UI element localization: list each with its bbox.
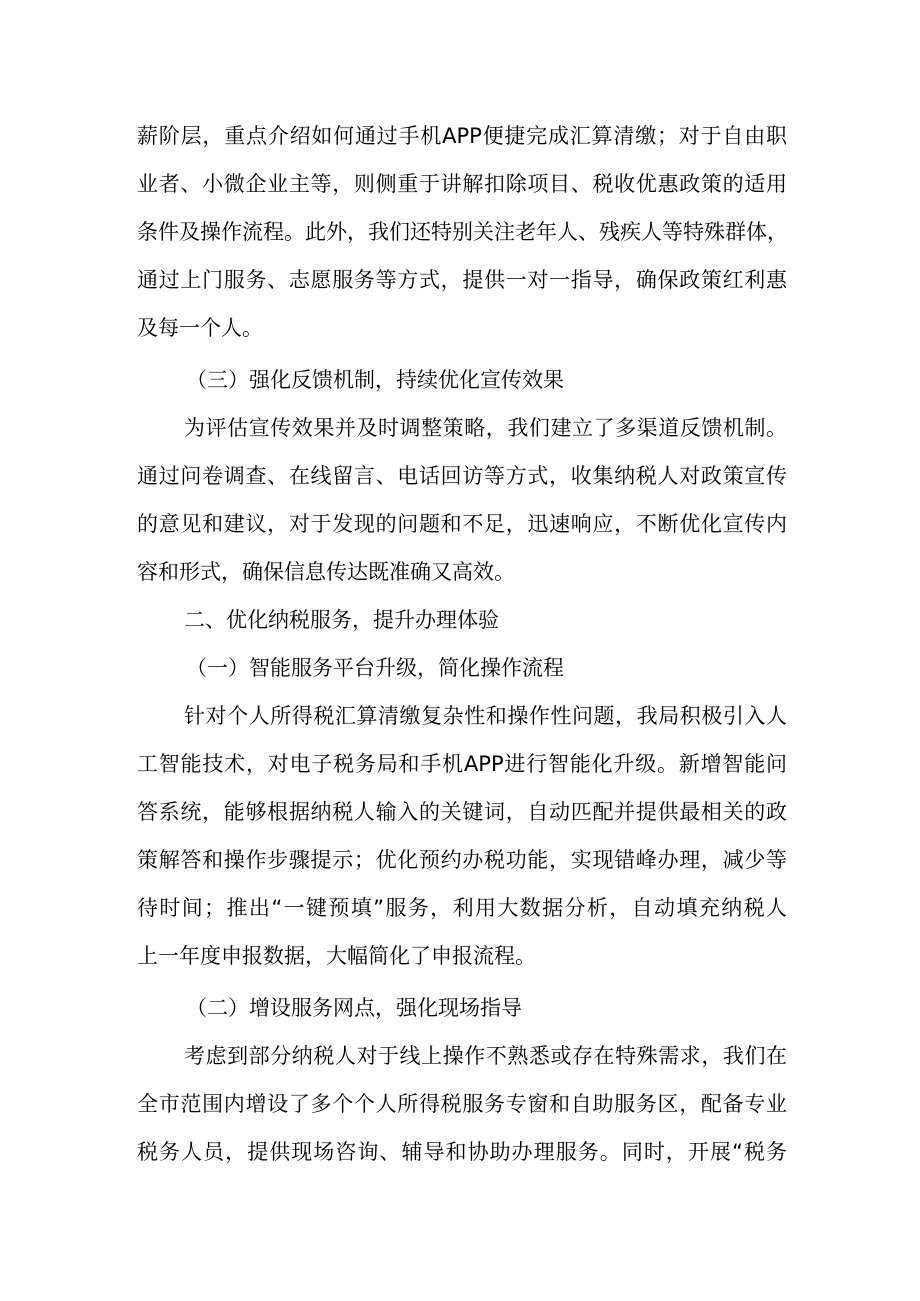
para1-line: 通过上门服务、志愿服务等方式，提供一对一指导，确保政策红利惠 xyxy=(137,268,787,292)
para1-line: 薪阶层，重点介绍如何通过手机APP便捷完成汇算清缴；对于自由职 xyxy=(137,124,787,148)
para3-line: 工智能技术，对电子税务局和手机APP进行智能化升级。新增智能问 xyxy=(137,752,787,776)
para3-line: 答系统，能够根据纳税人输入的关键词，自动匹配并提供最相关的政 xyxy=(137,800,787,824)
para1-line: 及每一个人。 xyxy=(137,316,263,340)
subheading-2-2: （二）增设服务网点，强化现场指导 xyxy=(186,996,522,1020)
para2-line: 容和形式，确保信息传达既准确又高效。 xyxy=(137,560,515,584)
para3-line: 上一年度申报数据，大幅简化了申报流程。 xyxy=(137,944,536,968)
section-heading-2: 二、优化纳税服务，提升办理体验 xyxy=(184,608,499,632)
subheading-3: （三）强化反馈机制，持续优化宣传效果 xyxy=(186,368,564,392)
para2-line: 的意见和建议，对于发现的问题和不足，迅速响应，不断优化宣传内 xyxy=(137,512,787,536)
para4-line: 考虑到部分纳税人对于线上操作不熟悉或存在特殊需求，我们在 xyxy=(184,1044,787,1068)
subheading-2-1: （一）智能服务平台升级，简化操作流程 xyxy=(186,656,564,680)
para4-line: 税务人员，提供现场咨询、辅导和协助办理服务。同时，开展“税务 xyxy=(137,1140,787,1164)
para2-line: 为评估宣传效果并及时调整策略，我们建立了多渠道反馈机制。 xyxy=(184,416,787,440)
para4-line: 全市范围内增设了多个个人所得税服务专窗和自助服务区，配备专业 xyxy=(137,1092,787,1116)
para3-line: 针对个人所得税汇算清缴复杂性和操作性问题，我局积极引入人 xyxy=(184,704,787,728)
para3-line: 策解答和操作步骤提示；优化预约办税功能，实现错峰办理，减少等 xyxy=(137,848,787,872)
para1-line: 条件及操作流程。此外，我们还特别关注老年人、残疾人等特殊群体， xyxy=(137,220,788,244)
para2-line: 通过问卷调查、在线留言、电话回访等方式，收集纳税人对政策宣传 xyxy=(137,464,787,488)
para1-line: 业者、小微企业主等，则侧重于讲解扣除项目、税收优惠政策的适用 xyxy=(137,172,787,196)
para3-line: 待时间；推出“一键预填”服务，利用大数据分析，自动填充纳税人 xyxy=(137,896,787,920)
